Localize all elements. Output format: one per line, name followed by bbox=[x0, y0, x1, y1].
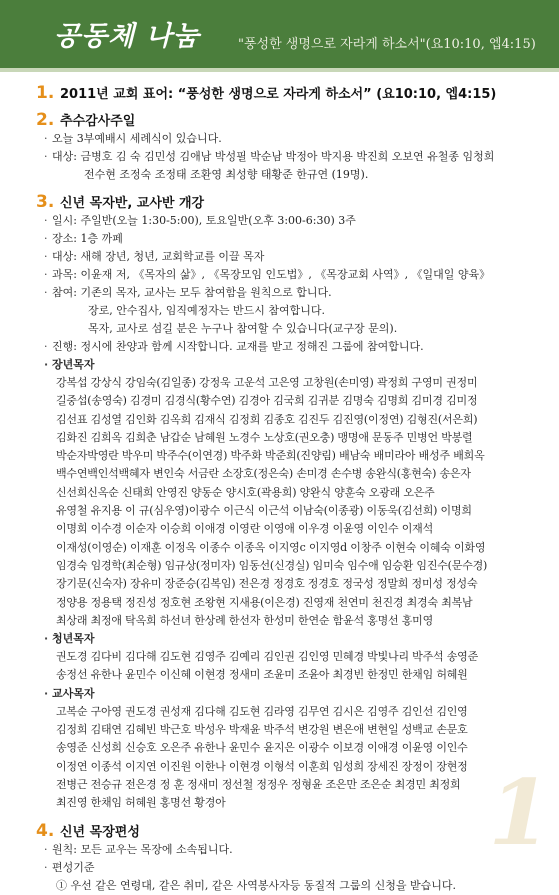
name-row: 유영철 유지용 이 규(심우영)이광수 이근식 이근석 이남숙(이종광) 이동욱(김선희) 이명희 bbox=[56, 504, 472, 518]
name-row: 임경숙 임경학(최순형) 임규상(정미자) 임동선(신경실) 임미숙 임수애 임승환 임진수(문수경) bbox=[56, 558, 488, 572]
section-number: 4. bbox=[36, 820, 55, 841]
continuation-line: ① 우선 같은 연령대, 같은 취미, 같은 사역봉사자등 동질적 그룹의 신청을 받습니다. bbox=[56, 878, 456, 892]
header-divider bbox=[0, 68, 559, 72]
section-title bbox=[36, 83, 546, 103]
bullet-line: · 오늘 3부예배시 세례식이 있습니다. bbox=[36, 130, 546, 148]
section-heading: 2011년 교회 표어: “풍성한 생명으로 자라게 하소서” (요10:10, 엡4:15) bbox=[60, 87, 497, 102]
bullet-line: · 편성기준 bbox=[36, 859, 546, 877]
name-row: 김정희 김태연 김혜빈 박근호 박성우 박재윤 박주석 변강원 변은애 변현일 성백교 손문호 bbox=[56, 723, 468, 737]
bullet-line: · 일시: 주일반(오늘 1:30-5:00), 토요일반(오후 3:00-6:30) 3주 bbox=[36, 212, 546, 230]
section-number: 1. bbox=[36, 83, 55, 103]
name-row: 정양용 정용택 정진성 정호현 조왕현 지새용(이은경) 진영재 천연미 천진경 최경숙 최복남 bbox=[56, 595, 473, 609]
name-row: 이명희 이수경 이순자 이승희 이애경 이영란 이영애 이우경 이윤영 이인수 이재석 bbox=[56, 522, 434, 536]
bullet-line: · 참여: 기존의 목자, 교사는 모두 참여함을 원칙으로 합니다. bbox=[36, 284, 546, 302]
continuation-line: 장로, 안수집사, 임직예정자는 반드시 참여합니다. bbox=[88, 304, 325, 317]
continuation-line: 목자, 교사로 섬길 분은 누구나 참여할 수 있습니다(교구장 문의). bbox=[88, 322, 398, 335]
name-row: 강복섭 강상식 강임숙(김일종) 강정욱 고운석 고은영 고창원(손미영) 곽정희 구영미 권정미 bbox=[56, 376, 478, 389]
name-row: 백수연백인석백혜자 변인숙 서금란 소장호(정은숙) 손미경 손수병 송완식(홍현숙) 송은자 bbox=[56, 467, 471, 481]
group-label-adult-leaders: · 장년목자 bbox=[36, 356, 546, 374]
name-row: 송영준 신성희 신승호 오은주 유한나 윤민수 윤지은 이광수 이보경 이애경 이윤영 이인수 bbox=[56, 741, 468, 755]
name-row: 길중섭(송영숙) 김경미 김경식(황수연) 김경아 김국희 김귀분 김명숙 김명희 김미경 김미정 bbox=[56, 394, 478, 408]
section-cell-groups bbox=[36, 821, 546, 895]
section-title bbox=[36, 821, 546, 841]
group-label-youth-leaders: · 청년목자 bbox=[36, 630, 546, 648]
name-row: 송정선 유한나 윤민수 이신혜 이현경 정새미 조윤미 조윤아 최경빈 한정민 한채임 허혜원 bbox=[56, 668, 468, 682]
name-row: 최상래 최정애 탁옥희 하선녀 한상례 한선자 한성미 한연순 함윤석 홍명선 홍미영 bbox=[56, 613, 434, 627]
bullet-line: · 대상: 금병호 김 숙 김민성 김애남 박성필 박순남 박정아 박지용 박진희 오보연 유철종 임청희 bbox=[36, 148, 546, 166]
section-heading: 신년 목자반, 교사반 개강 bbox=[60, 196, 205, 211]
name-row: 최진영 한채임 허혜원 홍명선 황경아 bbox=[56, 796, 226, 810]
bullet-line: · 진행: 정시에 찬양과 함께 시작합니다. 교재를 받고 정해진 그룹에 참여합니다. bbox=[36, 338, 546, 356]
section-motto bbox=[36, 83, 546, 103]
name-row: 이정연 이종석 이지연 이진원 이한나 이현경 이형석 이훈희 임성희 장세진 장정이 장현정 bbox=[56, 759, 468, 773]
section-number: 2. bbox=[36, 110, 55, 130]
page-header bbox=[0, 0, 559, 68]
page-subtitle: "풍성한 생명으로 자라게 하소서"(요10:10, 엡4:15) bbox=[238, 37, 536, 52]
bullet-line: · 장소: 1층 까페 bbox=[36, 230, 546, 248]
name-row: 전병근 전승규 전은경 정 훈 정새미 정선철 정정우 정형윤 조은만 조은순 최경민 최정희 bbox=[56, 777, 461, 791]
name-row: 장기문(신숙자) 장유미 장준승(김복임) 전은경 정경호 정경호 정국성 정말희 정미성 정성숙 bbox=[56, 577, 478, 591]
page-number-watermark: 1 bbox=[488, 760, 551, 866]
name-row: 고복순 구아영 권도경 권성재 김다해 김도현 김라영 김무연 김시은 김영주 김인선 김인영 bbox=[56, 704, 468, 718]
section-title bbox=[36, 192, 546, 212]
section-thanksgiving bbox=[36, 110, 546, 184]
section-heading: 신년 목장편성 bbox=[60, 824, 140, 840]
section-training bbox=[36, 192, 546, 813]
name-row: 신선희신옥순 신태희 안영진 양동순 양시호(곽용희) 양완식 양훈숙 오광래 오은주 bbox=[56, 485, 435, 499]
name-row: 이재성(이영순) 이재훈 이정옥 이종수 이종옥 이지영c 이지영d 이창주 이현숙 이혜숙 이화영 bbox=[56, 540, 486, 554]
name-row: 김선표 김성열 김인화 김옥희 김재식 김정희 김종호 김진두 김진영(이정연) 김형진(서은희) bbox=[56, 412, 478, 426]
announcement-content bbox=[36, 82, 546, 895]
section-heading: 추수감사주일 bbox=[60, 114, 136, 129]
page-title: 공동체 나눔 bbox=[54, 21, 200, 52]
bullet-line: · 원칙: 모든 교우는 목장에 소속됩니다. bbox=[36, 841, 546, 859]
bullet-line: · 과목: 이윤재 저, 《목자의 삶》, 《목장모임 인도법》, 《목장교회 사역》, 《일대일 양육》 bbox=[36, 266, 546, 284]
section-number: 3. bbox=[36, 192, 55, 212]
continuation-line: 전수현 조정숙 조정태 조환영 최성향 태황준 한규연 (19명). bbox=[84, 168, 369, 181]
name-row: 권도경 김다비 김다해 김도현 김영주 김예리 김인권 김인영 민혜경 박빛나리 박주석 송영준 bbox=[56, 650, 479, 664]
group-label-teacher-leaders: · 교사목자 bbox=[36, 685, 546, 703]
section-title bbox=[36, 110, 546, 130]
name-row: 김화진 김희옥 김희춘 남갑순 남혜원 노경수 노상호(권오충) 맹명애 문동주 민병언 박봉렬 bbox=[56, 430, 473, 444]
name-row: 박순자박영란 박우미 박주수(이연경) 박주화 박준희(진양림) 배남숙 배미라아 배성주 배희옥 bbox=[56, 449, 485, 463]
bullet-line: · 대상: 새해 장년, 청년, 교회학교를 이끌 목자 bbox=[36, 248, 546, 266]
